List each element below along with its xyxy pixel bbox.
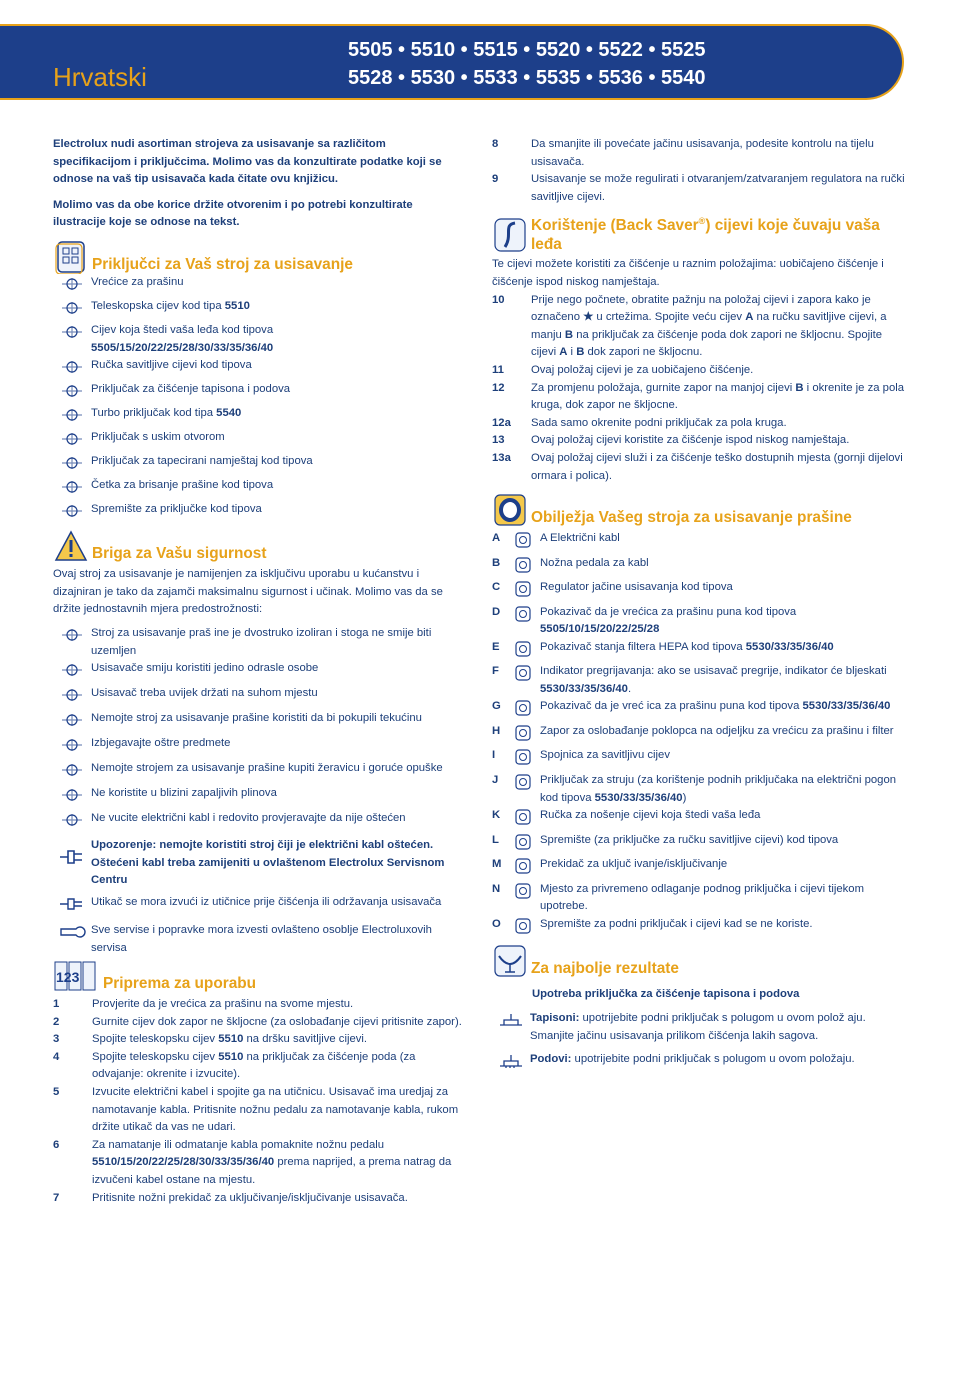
suction-step: 9 Usisavanje se može regulirati i otvaranjem/zatvaranjem regulatora na ručki savitljive cijevi. [492, 173, 905, 203]
model-numbers-line-2: 5528 • 5530 • 5533 • 5535 • 5536 • 5540 [348, 67, 706, 89]
floor-nozzle-icon [53, 381, 91, 401]
step-12: 12 Za promjenu položaja, gurnite zapor na manjoj cijevi B i okrenite je za pola kruga, dok zapor ne škljocne. [492, 381, 905, 412]
back-saver-tube-icon [53, 322, 91, 342]
right-column [492, 136, 906, 1075]
no-liquid-icon [53, 710, 91, 730]
intro-paragraph-2: Molimo vas da obe korice držite otvorenim i po potrebi konzultirate ilustracije koje se odnose na tekst. [53, 198, 413, 229]
accessory-item: Priključak za čišćenje tapisona i podova [53, 381, 463, 405]
safety-item [53, 735, 463, 760]
on-off-switch-icon [506, 856, 540, 876]
feature-item: K Ručka za nošenje cijevi koja štedi vaša leđa [492, 807, 906, 832]
accessory-item: Vrećice za prašinu [53, 274, 463, 298]
dust-bag-icon [53, 274, 91, 294]
safety-service [53, 922, 463, 957]
power-regulator-icon [506, 579, 540, 599]
carpets-row [492, 1010, 906, 1045]
safety-item-text: Ne vucite električni kabl i redovito provjeravajte da nije oštećen [91, 812, 406, 825]
header-banner [0, 24, 904, 100]
best-results-icon [493, 944, 527, 978]
feature-item: G Pokazivač da je vreć ica za prašinu puna kod tipova 5530/33/35/36/40 [492, 698, 906, 723]
feature-item: J Priključak za struju (za korištenje podnih priključaka na električni pogon kod tipova 5530/33/35/36/40) [492, 773, 897, 804]
safety-item-text: Usisavače smiju koristiti jedino odrasle osobe [91, 662, 319, 675]
safety-item [53, 625, 463, 660]
safety-intro: Ovaj stroj za usisavanje je namijenjen za isključivu uporabu u kućanstvu i dizajniran je tako da zajamči maksimalnu sigurnost i učinak. Molimo vas da se držite jednostavnih mjera predostrožnosti: [53, 568, 443, 616]
accessories-title: Priključci za Vaš stroj za usisavanje [92, 255, 353, 273]
prep-step: 5 Izvucite električni kabel i spojite ga na utičnicu. Usisavač ima uredjaj za namotavanje kabla. Pritisnite nožnu pedalu za namotavanje kabla, rukom držite utikač da vas ne udari. [53, 1086, 459, 1134]
foot-pedal-icon [506, 555, 540, 575]
step-10: 10 Prije nego počnete, obratite pažnju na položaj cijevi i zapora kako je označeno ★ u crtežima. Spojite veću cijev A na ručku savitljive cijevi, a manju B na priključak za čišćenje poda dok zapori ne škljocnu. Spojite cijevi A i B dok zapori ne škljocnu. [492, 293, 887, 359]
features-list [492, 530, 906, 940]
no-sharp-icon [53, 735, 91, 755]
accessory-holder-icon [53, 501, 91, 521]
model-numbers-line-1: 5505 • 5510 • 5515 • 5520 • 5522 • 5525 [348, 39, 706, 61]
lightning-icon [53, 625, 91, 645]
safety-item [53, 710, 463, 735]
step-13: 13 Ovaj položaj cijevi koristite za čišćenje ispod niskog namještaja. [492, 434, 850, 447]
warning-triangle-icon [54, 529, 88, 563]
carpets-label: Tapisoni: [530, 1011, 580, 1024]
model-numbers [348, 36, 706, 92]
svg-text:123: 123 [56, 969, 80, 986]
feature-item: F Indikator pregrijavanja: ako se usisavač pregrije, indikator će bljeskati 5530/33/35/36/40. [492, 665, 887, 695]
prep-step: 3 Spojite teleskopsku cijev 5510 na dršku savitljive cijevi. [53, 1033, 368, 1046]
accessory-item: Četka za brisanje prašine kod tipova [53, 477, 463, 501]
safety-item [53, 660, 463, 685]
results-heading [492, 944, 906, 978]
prep-step: 7 Pritisnite nožni prekidač za uključivanje/isključivanje usisavača. [53, 1191, 408, 1204]
storage-slot-icon [506, 916, 540, 936]
accessory-item: Cijev koja štedi vaša leđa kod tipova 5505/15/20/22/25/28/30/33/35/36/40 [53, 322, 463, 357]
hepa-filter-icon [506, 639, 540, 659]
safety-item-text: Izbjegavajte oštre predmete [91, 737, 231, 750]
safety-item-text: Nemojte stroj za usisavanje prašine koristiti da bi pokupili tekućinu [91, 712, 422, 725]
hose-handle-icon [53, 357, 91, 377]
suction-steps [492, 136, 906, 206]
prep-title: Priprema za uporabu [103, 975, 257, 993]
backsaver-title: Korištenje (Back Saver®) cijevi koje čuvaju vaša leđa [531, 216, 880, 254]
prep-step: 2 Gurnite cijev dok zapor ne škljocne (za oslobađanje cijevi pritisnite zapor). [53, 1015, 462, 1028]
prep-step: 6 Za namatanje ili odmatanje kabla pomaknite nožnu pedalu 5510/15/20/22/25/28/30/33/35/36/40 prema naprijed, a prema natrag da izvučeni kabel ostane na mjestu. [53, 1138, 452, 1187]
steps-123-icon [53, 959, 101, 993]
language-title: Hrvatski [53, 62, 147, 92]
safety-item-text: Stroj za usisavanje praš ine je dvostruko izoliran i stoga ne smije biti uzemljen [91, 626, 432, 657]
plug-icon [506, 530, 540, 550]
safety-unplug [53, 894, 463, 918]
accessories-list [53, 274, 463, 525]
floor-brush-icon [492, 1051, 530, 1071]
feature-item: E Pokazivač stanja filtera HEPA kod tipova 5530/33/35/36/40 [492, 639, 906, 664]
accessory-item: Turbo priključak kod tipa 5540 [53, 405, 463, 429]
turbo-nozzle-icon [53, 405, 91, 425]
vacuum-features-icon [493, 493, 527, 527]
accessory-item: Priključak za tapecirani namještaj kod tipova [53, 453, 463, 477]
accessory-item: Priključak s uskim otvorom [53, 429, 463, 453]
dusting-brush-icon [53, 477, 91, 497]
carpets-text: upotrijebite podni priključak s polugom u ovom polož aju. Smanjite jačinu usisavanja prilikom čišćenja lakih sagova. [530, 1011, 866, 1042]
lid-release-icon [506, 723, 540, 743]
safety-item [53, 785, 463, 810]
safety-unplug-text: Utikač se mora izvući iz utičnice prije čišćenja ili održavanja usisavača [91, 895, 442, 908]
feature-item: O Spremište za podni priključak i cijevi kad se ne koriste. [492, 916, 906, 941]
left-column [53, 136, 463, 1207]
feature-item: D Pokazivač da je vrećica za prašinu puna kod tipova 5505/10/15/20/22/25/28 [492, 605, 797, 636]
carry-handle-icon [506, 807, 540, 827]
prep-step: 4 Spojite teleskopsku cijev 5510 na priključak za čišćenje poda (za odvajanje: okrenite i izvucite). [53, 1050, 416, 1081]
safety-item [53, 810, 463, 835]
feature-item: C Regulator jačine usisavanja kod tipova [492, 579, 906, 604]
vacuum-accessories-icon [54, 240, 88, 274]
floors-label: Podovi: [530, 1053, 572, 1066]
telescopic-tube-icon [53, 298, 91, 318]
no-embers-icon [53, 760, 91, 780]
features-title: Obilježja Vašeg stroja za usisavanje prašine [531, 509, 852, 527]
step-12a: 12a Sada samo okrenite podni priključak za pola kruga. [492, 416, 787, 429]
safety-item-text: Usisavač treba uvijek držati na suhom mjestu [91, 687, 318, 700]
damaged-cable-icon [53, 810, 91, 830]
floors-text: upotrijebite podni priključak s polugom u ovom položaju. [571, 1053, 855, 1066]
safety-list [53, 625, 463, 835]
step-11: 11 Ovaj položaj cijevi je za uobičajeno čišćenje. [492, 363, 754, 376]
safety-warning-text: Upozorenje: nemojte koristiti stroj čiji je električni kabl oštećen. Oštećeni kabl treba zamijeniti u ovlaštenom Electrolux Servisnom Centru [91, 839, 445, 887]
feature-item: A A Električni kabl [492, 530, 906, 555]
feature-item: M Prekidač za uključ ivanje/isključivanje [492, 856, 906, 881]
feature-item: H Zapor za oslobađanje poklopca na odjeljku za vrećicu za prašinu i filter [492, 723, 906, 748]
step-13a: 13a Ovaj položaj cijevi služi i za čišćenje teško dostupnih mjesta (gornji dijelovi ormara i polica). [492, 451, 903, 482]
back-saver-icon [493, 218, 527, 252]
suction-step: 8 Da smanjite ili povećate jačinu usisavanja, podesite kontrolu na tijelu usisavača. [492, 138, 874, 168]
hose-connector-icon [506, 747, 540, 767]
feature-item: B Nožna pedala za kabl [492, 555, 906, 580]
overheat-indicator-icon [506, 663, 540, 683]
results-title: Za najbolje rezultate [531, 960, 679, 978]
feature-item: N Mjesto za privremeno odlaganje podnog priključka i cijevi tijekom upotrebe. [492, 882, 865, 913]
safety-item-text: Ne koristite u blizini zapaljivih plinova [91, 787, 277, 800]
features-heading [492, 493, 906, 527]
safety-warning [53, 837, 463, 890]
parking-slot-icon [506, 881, 540, 901]
umbrella-icon [53, 685, 91, 705]
crevice-tool-icon [53, 429, 91, 449]
prep-step: 1 Provjerite da je vrećica za prašinu na svome mjestu. [53, 998, 354, 1011]
prep-heading [53, 959, 463, 993]
accessory-storage-icon [506, 832, 540, 852]
backsaver-heading [492, 214, 906, 256]
accessory-item: Ručka savitljive cijevi kod tipova [53, 357, 463, 381]
accessories-heading [53, 240, 463, 274]
results-subtitle: Upotreba priključka za čišćenje tapisona i podova [532, 988, 800, 1001]
safety-item [53, 760, 463, 785]
backsaver-intro: Te cijevi možete koristiti za čišćenje u raznim položajima: uobičajeno čišćenje i čišćenje ispod niskog namještaja. [492, 258, 884, 288]
exclamation-icon [53, 660, 91, 680]
wrench-icon [53, 922, 91, 942]
damaged-plug-icon [53, 837, 91, 877]
safety-heading [53, 529, 463, 563]
accessory-item: Teleskopska cijev kod tipa 5510 [53, 298, 463, 322]
carpet-nozzle-icon [492, 1010, 530, 1030]
bag-full-indicator-icon [506, 604, 540, 624]
bag-full-indicator-2-icon [506, 698, 540, 718]
safety-service-text: Sve servise i popravke mora izvesti ovlašteno osoblje Electroluxovih servisa [91, 923, 432, 954]
accessory-item: Spremište za priključke kod tipova [53, 501, 463, 525]
flame-icon [53, 785, 91, 805]
plug-icon [53, 894, 91, 914]
floors-row [492, 1051, 906, 1075]
safety-item-text: Nemojte strojem za usisavanje prašine kupiti žeravicu i goruće opuške [91, 762, 443, 775]
upholstery-nozzle-icon [53, 453, 91, 473]
prep-steps [53, 996, 463, 1207]
power-socket-icon [506, 772, 540, 792]
intro-paragraph-1: Electrolux nudi asortiman strojeva za usisavanje sa različitom specifikacijom i priključcima. Molimo vas da konzultirate podatke koji se odnose na vaš tip usisavača kada čitate ovu knjižicu. [53, 138, 442, 186]
feature-item: L Spremište (za priključke za ručku savitljive cijevi) kod tipova [492, 832, 906, 857]
safety-title: Briga za Vašu sigurnost [92, 545, 267, 563]
feature-item: I Spojnica za savitljivu cijev [492, 747, 906, 772]
safety-item [53, 685, 463, 710]
